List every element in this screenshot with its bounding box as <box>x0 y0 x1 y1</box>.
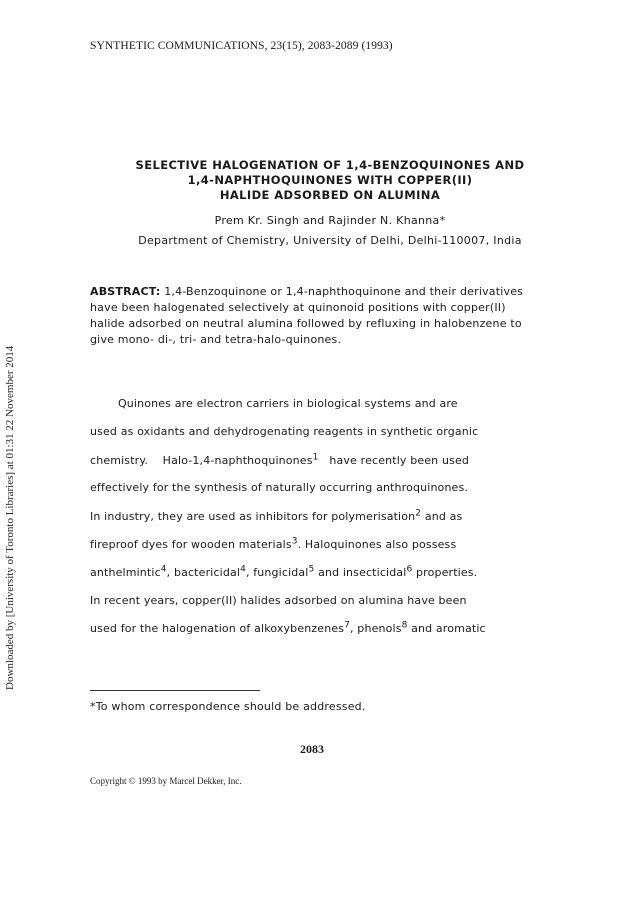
citation-ref: 1 <box>312 452 319 463</box>
title-line-1: SELECTIVE HALOGENATION OF 1,4-BENZOQUINONES AND <box>135 158 525 172</box>
affiliation: Department of Chemistry, University of Delhi, Delhi-110007, India <box>138 234 522 247</box>
abstract-text: 1,4-Benzoquinone or 1,4-naphthoquinone and their derivatives have been halogenated selectively at quinonoid positions with copper(II) halide adsorbed on neutral alumina followed by refluxing in halobenzene to give mono- di-, tri- and tetra-halo-quinones. <box>90 285 524 346</box>
citation-ref: 2 <box>415 508 422 519</box>
citation-ref: 5 <box>308 564 315 575</box>
body-line: effectively for the synthesis of naturally occurring anthroquinones. <box>90 481 469 494</box>
body-line: used as oxidants and dehydrogenating reagents in synthetic organic <box>90 425 479 438</box>
body-line: chemistry. Halo-1,4-naphthoquinones$^1$ have recently been used <box>90 452 470 467</box>
body-line: used for the halogenation of alkoxybenzenes$^7$, phenols$^8$ and aromatic <box>90 620 486 635</box>
body-line: anthelmintic$^4$, bactericidal$^4$, fungicidal$^5$ and insecticidal$^6$ properties. <box>90 564 478 579</box>
authors: Prem Kr. Singh and Rajinder N. Khanna* <box>214 214 446 227</box>
footnote: *To whom correspondence should be addressed. <box>90 700 366 713</box>
title-line-3: HALIDE ADSORBED ON ALUMINA <box>219 188 441 202</box>
title-line-2: 1,4-NAPHTHOQUINONES WITH COPPER(II) <box>187 173 473 187</box>
citation-ref: 3 <box>291 536 298 547</box>
copyright-notice: Copyright © 1993 by Marcel Dekker, Inc. <box>90 776 242 786</box>
abstract-label: ABSTRACT: <box>90 285 161 298</box>
citation-ref: 6 <box>406 564 413 575</box>
body-line: Quinones are electron carriers in biological systems and are <box>118 397 458 410</box>
body-line: fireproof dyes for wooden materials$^3$. Haloquinones also possess <box>90 536 457 551</box>
body-line: In industry, they are used as inhibitors for polymerisation$^2$ and as <box>90 508 463 523</box>
citation-ref: 7 <box>344 620 351 631</box>
footnote-rule <box>90 690 260 691</box>
citation-ref: 4 <box>160 564 167 575</box>
journal-header: SYNTHETIC COMMUNICATIONS, 23(15), 2083-2089 (1993) <box>90 40 393 52</box>
abstract <box>90 284 540 348</box>
body-line: In recent years, copper(II) halides adsorbed on alumina have been <box>90 594 467 607</box>
page-number: 2083 <box>300 742 324 756</box>
citation-ref: 4 <box>240 564 246 575</box>
citation-ref: 8 <box>401 620 408 631</box>
download-notice: Downloaded by [University of Toronto Libraries] at 01:31 22 November 2014 <box>4 345 16 690</box>
